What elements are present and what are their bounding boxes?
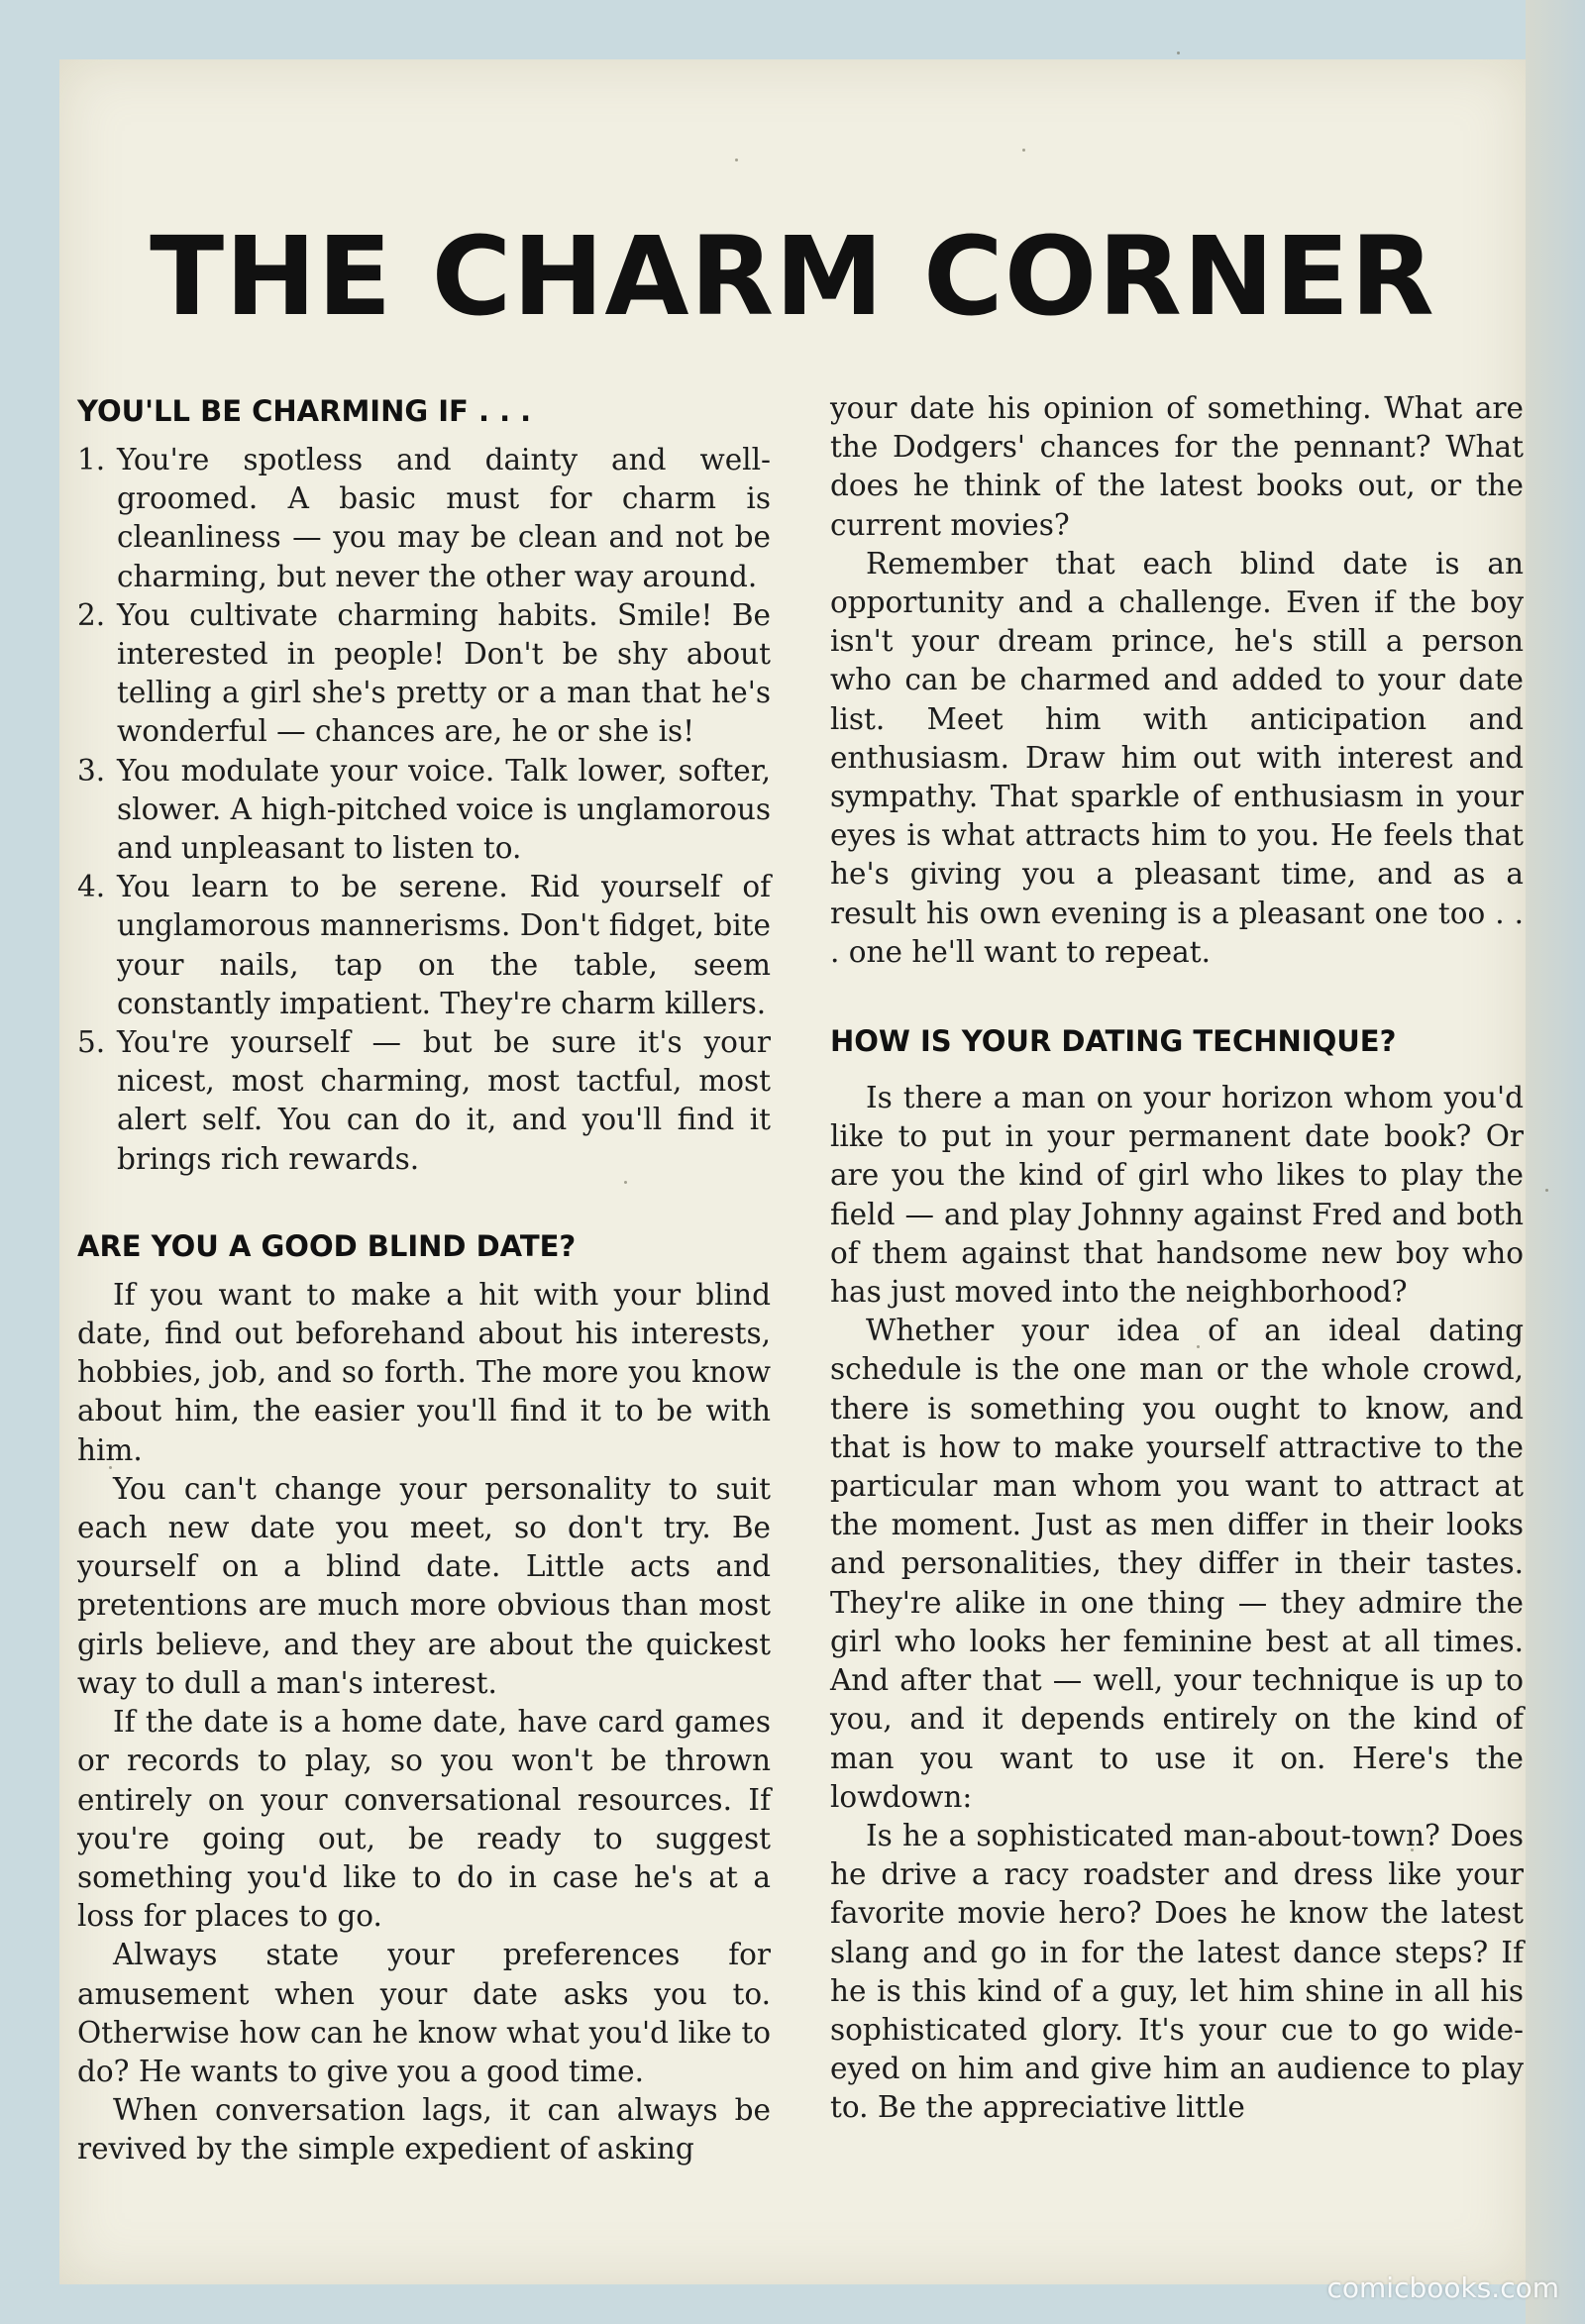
section-heading-charming: YOU'LL BE CHARMING IF . . . [77,394,532,428]
list-item-text: You're yourself — but be sure it's your nicest, most charming, most tactful, most alert self. You can do it, and you'll find it brings rich rewards. [117,1025,771,1176]
paragraph: Whether your idea of an ideal dating schedule is the one man or the whole crowd, there is something you ought to know, and that is how to make yourself attractive to the particular man whom you want to attract at the moment. Just as men differ in their looks and personalities, they differ in their tastes. They're alike in one thing — they admire the girl who looks her feminine best at all times. And after that — well, your technique is up to you, and it depends entirely on the kind of man you want to use it on. Here's the lowdown: [830,1314,1524,1814]
paragraph: You can't change your personality to suit each new date you meet, so don't try. Be yourself on a blind date. Little acts and pretentions are much more obvious than most girls believe, and they are about the quickest way to dull a man's interest. [77,1471,771,1700]
list-item [77,1023,771,1179]
paragraph: If you want to make a hit with your blind date, find out beforehand about his interests, hobbies, job, and so forth. The more you know about him, the easier you'll find it to be with him. [77,1277,771,1467]
paragraph: If the date is a home date, have card games or records to play, so you won't be thrown entirely on your conversational resources. If you're going out, be ready to suggest something you'd like to do in case he's at a loss for places to go. [77,1705,771,1934]
list-item-number: 1. [77,443,106,476]
list-item-number: 4. [77,870,106,904]
page-edge [1526,0,1585,2324]
list-item [77,868,771,1023]
section-heading-technique: HOW IS YOUR DATING TECHNIQUE? [830,1024,1397,1059]
left-column [77,391,771,2169]
paragraph-continued: your date his opinion of something. What are the Dodgers' chances for the pennant? What does he think of the latest books out, or the current movies? [830,391,1524,542]
paragraph: Is he a sophisticated man-about-town? Does he drive a racy roadster and dress like your favorite movie hero? Does he know the latest slang and go in for the latest dance steps? If he is this kind of a guy, let him shine in all his sophisticated glory. It's your cue to go wide-eyed on him and give him an audience to play to. Be the appreciative little [830,1818,1524,2125]
charm-list [77,441,771,1179]
list-item-number: 5. [77,1025,106,1060]
list-item [77,752,771,869]
list-item-text: You cultivate charming habits. Smile! Be interested in people! Don't be shy about telling a girl she's pretty or a man that he's wonderful — chances are, he or she is! [117,597,771,749]
list-item-text: You learn to be serene. Rid yourself of unglamorous mannerisms. Don't fidget, bite your nails, tap on the table, seem constantly impatient. They're charm killers. [117,870,771,1020]
list-item-text: You modulate your voice. Talk lower, softer, slower. A high-pitched voice is unglamorous and unpleasant to listen to. [117,753,771,866]
right-column [830,389,1524,2128]
paragraph: When conversation lags, it can always be revived by the simple expedient of asking [77,2093,771,2166]
paragraph: Is there a man on your horizon whom you'd like to put in your permanent date book? Or are you the kind of girl who likes to play the field — and play Johnny against Fred and both of them against that handsome new boy who has just moved into the neighborhood? [830,1081,1524,1310]
list-item [77,596,771,752]
paragraph: Always state your preferences for amusement when your date asks you to. Otherwise how can he know what you'd like to do? He wants to give you a good time. [77,1938,771,2088]
watermark: comicbooks.com [1326,2271,1559,2304]
section-heading-blind-date: ARE YOU A GOOD BLIND DATE? [77,1228,577,1263]
list-item-number: 3. [77,753,106,788]
paragraph: Remember that each blind date is an opportunity and a challenge. Even if the boy isn't your dream prince, he's still a person who can be charmed and added to your date list. Meet him with anticipation and enthusiasm. Draw him out with interest and sympathy. That sparkle of enthusiasm in your eyes is what attracts him to you. He feels that he's giving you a pleasant time, and as a result his own evening is a pleasant one too . . . one he'll want to repeat. [830,546,1524,969]
list-item-number: 2. [77,597,106,632]
list-item-text: You're spotless and dainty and well-groomed. A basic must for charm is cleanliness — you may be clean and not be charming, but never the other way around. [117,443,771,593]
list-item [77,441,771,596]
page-title: THE CHARM CORNER [150,212,1435,340]
